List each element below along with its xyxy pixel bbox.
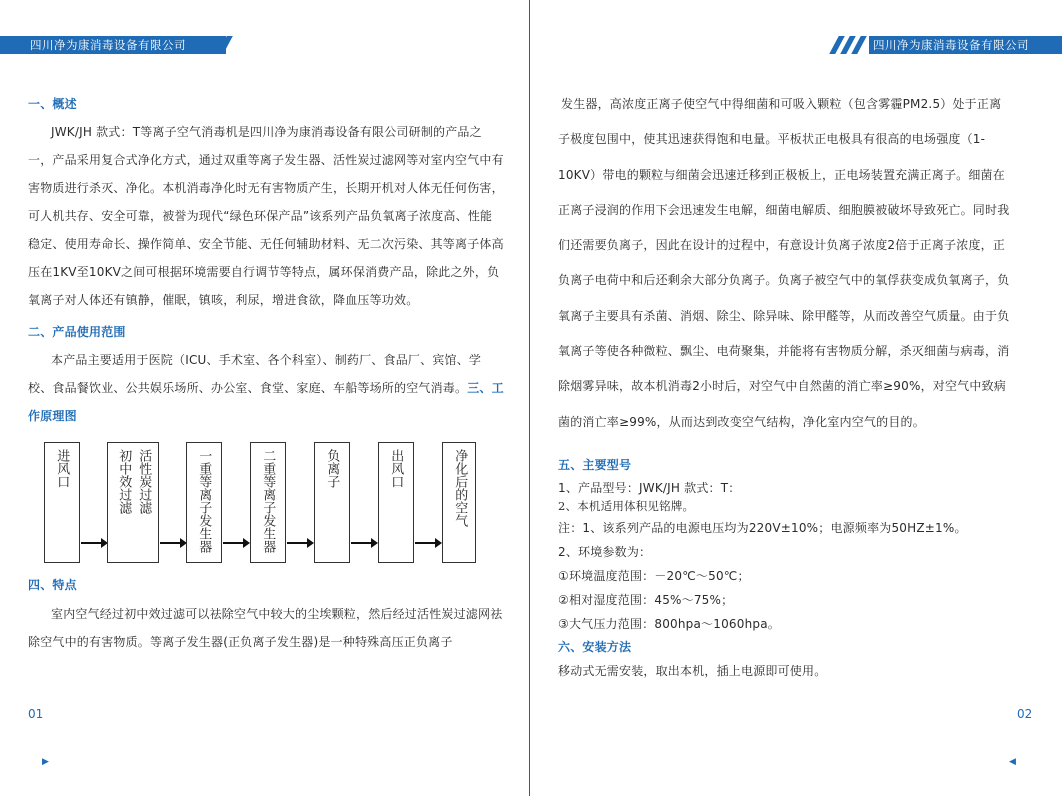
flow-arrow (160, 542, 185, 544)
flow-box-anion (314, 442, 350, 563)
body-line: 负离子电荷中和后还剩余大部分负离子。负离子被空气中的氧俘获变成负氧离子，负 (558, 273, 1010, 287)
flow-label: 初中效过滤 (116, 449, 132, 514)
company-name: 四川净为康消毒设备有限公司 (30, 38, 186, 52)
flow-box-filter (107, 442, 159, 563)
body-line: 发生器，高浓度正离子使空气中得细菌和可吸入颗粒（包含雾霾PM2.5）处于正离 (561, 97, 1002, 111)
usage-line-text: 校、食品餐饮业、公共娱乐场所、办公室、食堂、家庭、车船等场所的空气消毒。 (28, 381, 468, 395)
flow-label: 二重等离子发生器 (260, 449, 276, 553)
flow-box-plasma-2 (250, 442, 286, 563)
section-title-principle: 三、工 (467, 381, 504, 395)
models-line: ①环境温度范围：－20℃～50℃； (558, 569, 750, 583)
flow-arrow (223, 542, 248, 544)
flow-box-outlet (378, 442, 414, 563)
models-line: 2、本机适用体积见铭牌。 (558, 499, 695, 513)
flow-box-plasma-1 (186, 442, 222, 563)
section-title-features: 四、特点 (28, 578, 77, 592)
features-line: 室内空气经过初中效过滤可以祛除空气中较大的尘埃颗粒，然后经过活性炭过滤网祛 (51, 607, 503, 621)
section-title-overview: 一、概述 (28, 97, 77, 111)
models-line: 2、环境参数为： (558, 545, 652, 559)
body-line: 除烟雾异味，故本机消毒2小时后，对空气中自然菌的消亡率≥90%，对空气中致病 (558, 379, 1006, 393)
flow-label: 进风口 (54, 449, 70, 488)
body-line: 氧离子主要具有杀菌、消烟、除尘、除异味、除甲醛等，从而改善空气质量。由于负 (558, 309, 1010, 323)
install-line: 移动式无需安装，取出本机，插上电源即可使用。 (558, 664, 827, 678)
overview-line: 一，产品采用复合式净化方式，通过双重等离子发生器、活性炭过滤网等对室内空气中有 (28, 153, 504, 167)
section-title-usage: 二、产品使用范围 (28, 325, 126, 339)
usage-line (28, 379, 504, 396)
flow-label: 出风口 (388, 449, 404, 488)
left-page (0, 0, 530, 796)
flow-arrow (351, 542, 376, 544)
section-title-models: 五、主要型号 (558, 458, 632, 472)
body-line: 们还需要负离子，因此在设计的过程中，有意设计负离子浓度2倍于正离子浓度，正 (558, 238, 1006, 252)
body-line: 子极度包围中，使其迅速获得饱和电量。平板状正电极具有很高的电场强度（1- (558, 132, 986, 146)
flow-box-inlet (44, 442, 80, 563)
body-line: 氧离子等使各种微粒、飘尘、电荷聚集，并能将有害物质分解，杀灭细菌与病毒，消 (558, 344, 1010, 358)
flow-arrow (415, 542, 440, 544)
page-number: 01 (28, 707, 44, 721)
company-name: 四川净为康消毒设备有限公司 (873, 38, 1029, 52)
right-header-bar (869, 36, 1062, 54)
overview-line: 氧离子对人体还有镇静，催眠，镇咳，利尿，增进食欲，降血压等功效。 (28, 293, 419, 307)
usage-line: 本产品主要适用于医院（ICU、手术室、各个科室）、制药厂、食品厂、宾馆、学 (51, 353, 482, 367)
models-line: 注：1、该系列产品的电源电压均为220V±10%；电源频率为50HZ±1%。 (558, 521, 967, 535)
flow-arrow (81, 542, 106, 544)
models-line: ③大气压力范围：800hpa～1060hpa。 (558, 617, 780, 631)
overview-line: 稳定、使用寿命长、操作简单、安全节能、无任何辅助材料、无二次污染、其等离子体高 (28, 237, 504, 251)
flow-box-clean-air (442, 442, 476, 563)
page-number: 02 (1017, 707, 1033, 721)
overview-line: 压在1KV至10KV之间可根据环境需要自行调节等特点，属环保消费产品，除此之外，负 (28, 265, 500, 279)
left-header-bar (0, 36, 226, 54)
flow-label: 负离子 (324, 449, 340, 488)
overview-line: 害物质进行杀灭、净化。本机消毒净化时无有害物质产生，长期开机对人体无任何伤害， (28, 181, 504, 195)
models-line: 1、产品型号：JWK/JH 款式：T： (558, 481, 741, 495)
body-line: 正离子浸润的作用下会迅速发生电解，细菌电解质、细胞膜被破坏导致死亡。同时我 (558, 203, 1010, 217)
right-page (531, 0, 1062, 796)
section-title-principle-cont: 作原理图 (28, 409, 77, 423)
models-line: ②相对湿度范围：45%～75%； (558, 593, 734, 607)
body-line: 10KV）带电的颗粒与细菌会迅速迁移到正极板上，正电场装置充满正离子。细菌在 (558, 168, 1005, 182)
flow-arrow (287, 542, 312, 544)
flow-label: 活性炭过滤 (136, 449, 152, 514)
prev-page-arrow-icon[interactable]: ◀ (1009, 757, 1016, 767)
features-line: 除空气中的有害物质。等离子发生器(正负离子发生器)是一种特殊高压正负离子 (28, 635, 453, 649)
body-line: 菌的消亡率≥99%，从而达到改变空气结构，净化室内空气的目的。 (558, 415, 925, 429)
next-page-arrow-icon[interactable]: ▶ (42, 757, 49, 767)
flow-label: 净化后的空气 (452, 449, 468, 527)
flow-label: 一重等离子发生器 (196, 449, 212, 553)
overview-line: 可人机共存、安全可靠，被誉为现代“绿色环保产品”该系列产品负氧离子浓度高、性能 (28, 209, 493, 223)
section-title-install: 六、安装方法 (558, 640, 632, 654)
overview-line: JWK/JH 款式：T等离子空气消毒机是四川净为康消毒设备有限公司研制的产品之 (51, 125, 482, 139)
